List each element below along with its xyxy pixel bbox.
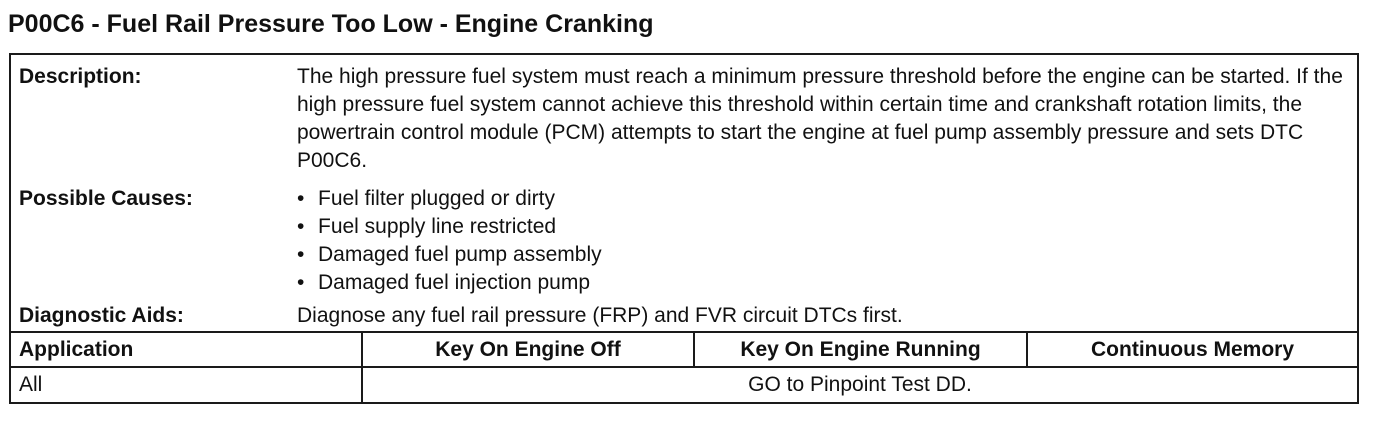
description-text: The high pressure fuel system must reach a minimum pressure threshold before the engine can be started. If the high pressure fuel system cannot achieve this threshold within certain time and crankshaft rotation limits, the powertrain control module (PCM) attempts to start the engine at fuel pump assembly pressure and sets DTC P00C6. [297,65,1343,172]
possible-cause-item: • Fuel filter plugged or dirty [297,185,1343,213]
column-header-key-on-engine-off: Key On Engine Off [362,332,694,367]
column-header-application: Application [11,332,362,367]
description-label: Description: [19,65,142,88]
column-header-key-on-engine-running: Key On Engine Running [694,332,1027,367]
page-title: P00C6 - Fuel Rail Pressure Too Low - Engine Cranking [8,10,654,38]
possible-cause-item: • Damaged fuel pump assembly [297,241,1343,269]
possible-causes-row [11,175,1357,297]
possible-causes-list [297,185,1343,297]
info-section [11,55,1357,331]
possible-causes-list-container [297,185,1357,297]
diagnostic-aids-label: Diagnostic Aids: [19,304,184,327]
possible-cause-item: • Damaged fuel injection pump [297,269,1343,297]
possible-cause-item: • Fuel supply line restricted [297,213,1343,241]
column-header-continuous-memory: Continuous Memory [1027,332,1357,367]
diagnostic-aids-row [11,297,1357,331]
application-table [11,331,1357,402]
dtc-info-box [9,53,1359,404]
description-row [11,55,1357,175]
diagnostic-aids-text: Diagnose any fuel rail pressure (FRP) and FVR circuit DTCs first. [297,304,903,327]
action-cell: GO to Pinpoint Test DD. [362,367,1357,402]
possible-causes-label: Possible Causes: [19,187,193,210]
table-row [11,367,1357,402]
table-header-row [11,332,1357,367]
application-cell: All [11,367,362,402]
